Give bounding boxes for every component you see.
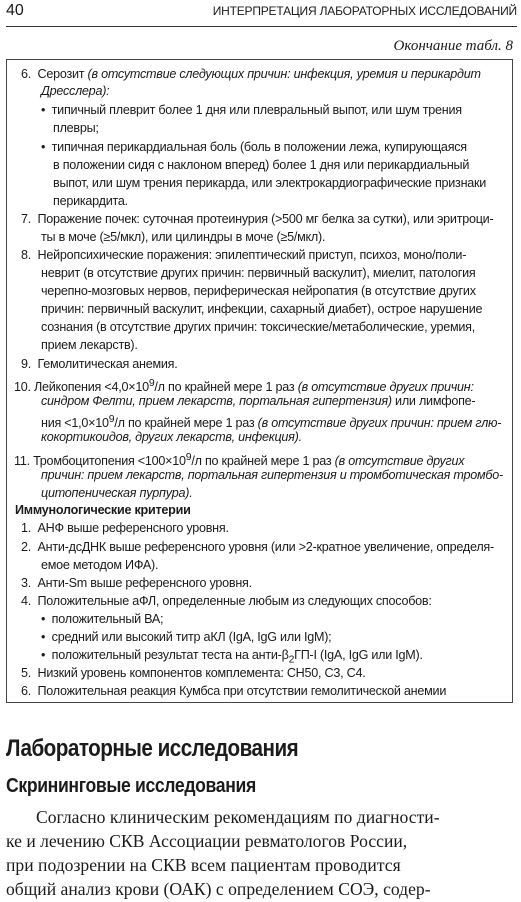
body-text-line: при подозрении на СКВ всем пациентам проводится (6, 855, 401, 875)
section-heading: Лабораторные исследования (6, 735, 299, 762)
table-line: емое методом ИФА). (41, 558, 159, 572)
table-line: цитопеническая пурпура). (41, 486, 193, 500)
subsection-heading: Скрининговые исследования (6, 775, 256, 797)
table-line: причин: первичный васкулит, инфекции, сахарный диабет), острое нарушение (41, 302, 483, 316)
table-line: 6. Серозит (в отсутствие следующих причин: инфекция, уремия и перикардит (21, 67, 481, 81)
table-line: неврит (в отсутствие других причин: первичный васкулит), миелит, патология (41, 266, 476, 280)
table-line: 8. Нейропсихические поражения: эпилептический приступ, психоз, моно/поли- (21, 248, 467, 262)
table-line: плевры; (53, 121, 99, 135)
table-line: 3. Анти-Sm выше референсного уровня. (21, 576, 252, 590)
table-line: ты в моче (≥5/мкл), или цилиндры в моче (≥5/мкл). (41, 230, 326, 244)
table-line: 7. Поражение почек: суточная протеинурия (>500 мг белка за сутки), или эритроци- (21, 212, 494, 226)
page-header (6, 0, 517, 27)
table-caption: Окончание табл. 8 (393, 38, 513, 54)
body-text-line: общий анализ крови (ОАК) с определением СОЭ, содер- (6, 879, 431, 899)
table-line: 5. Низкий уровень компонентов комплемента: CH50, C3, C4. (21, 666, 366, 680)
section-subheading: Иммунологические критерии (15, 503, 191, 517)
body-text-line: Согласно клиническим рекомендациям по диагности- (36, 807, 440, 827)
table-line: 1. АНФ выше референсного уровня. (21, 521, 229, 535)
bullet-item: • типичный плеврит более 1 дня или плевральный выпот, или шум трения (41, 103, 462, 117)
table-line: ния $<1,0\times 10^9/л$ по крайней мере 1 раз (в отсутствие других причин: прием глю- (41, 413, 502, 431)
running-title: ИНТЕРПРЕТАЦИЯ ЛАБОРАТОРНЫХ ИССЛЕДОВАНИЙ (212, 4, 517, 18)
table-line: кокортикоидов, других лекарств, инфекция). (41, 430, 302, 444)
table-line: 11. Тромбоцитопения $<100\times 10^9/л$ по крайней мере 1 раз (в отсутствие других (14, 451, 465, 469)
table-line: 9. Гемолитическая анемия. (21, 357, 178, 371)
table-line: сознания (в отсутствие других причин: токсические/метаболические, уремия, (41, 320, 475, 334)
page-number: 40 (6, 2, 24, 19)
table-line: 4. Положительные аФЛ, определенные любым из следующих способов: (21, 594, 432, 608)
table-line: в положении сидя с наклоном вперед) более 1 дня или перикардиальный (53, 158, 470, 172)
table-line: прием лекарств). (41, 338, 138, 352)
table-line: черепно-мозговых нервов, периферическая нейропатия (в отсутствие других (41, 284, 476, 298)
body-text-line: ке и лечению СКВ Ассоциации ревматологов России, (6, 831, 408, 851)
table-line: перикардита. (53, 194, 128, 208)
bullet-item: • положительный ВА; (41, 612, 164, 626)
table-line: 10. Лейкопения $<4,0\times 10^9/л$ по крайней мере 1 раз (в отсутствие других причин: (14, 377, 474, 395)
table-line: Дресслера): (41, 84, 110, 98)
table-line: синдром Фелти, прием лекарств, портальная гипертензия) или лимфопе- (41, 394, 476, 408)
table-line: причин: прием лекарств, портальная гипертензия и тромботическая тромбо- (41, 468, 503, 482)
table-line: 2. Анти-дсДНК выше референсного уровня (или >2-кратное увеличение, определя- (21, 540, 494, 554)
table-line: 6. Положительная реакция Кумбса при отсутствии гемолитической анемии (21, 684, 447, 698)
table-line: выпот, или шум трения перикарда, или электрокардиографические признаки (53, 176, 487, 190)
criteria-table (6, 59, 513, 703)
bullet-item: • типичная перикардиальная боль (боль в положении лежа, купирующаяся (41, 140, 467, 154)
bullet-item: • положительный результат теста на анти-$\beta_2ГП-I$ (IgA, IgG или IgM). (41, 648, 423, 666)
bullet-item: • средний или высокий титр аКЛ (IgA, IgG или IgM); (41, 630, 332, 644)
